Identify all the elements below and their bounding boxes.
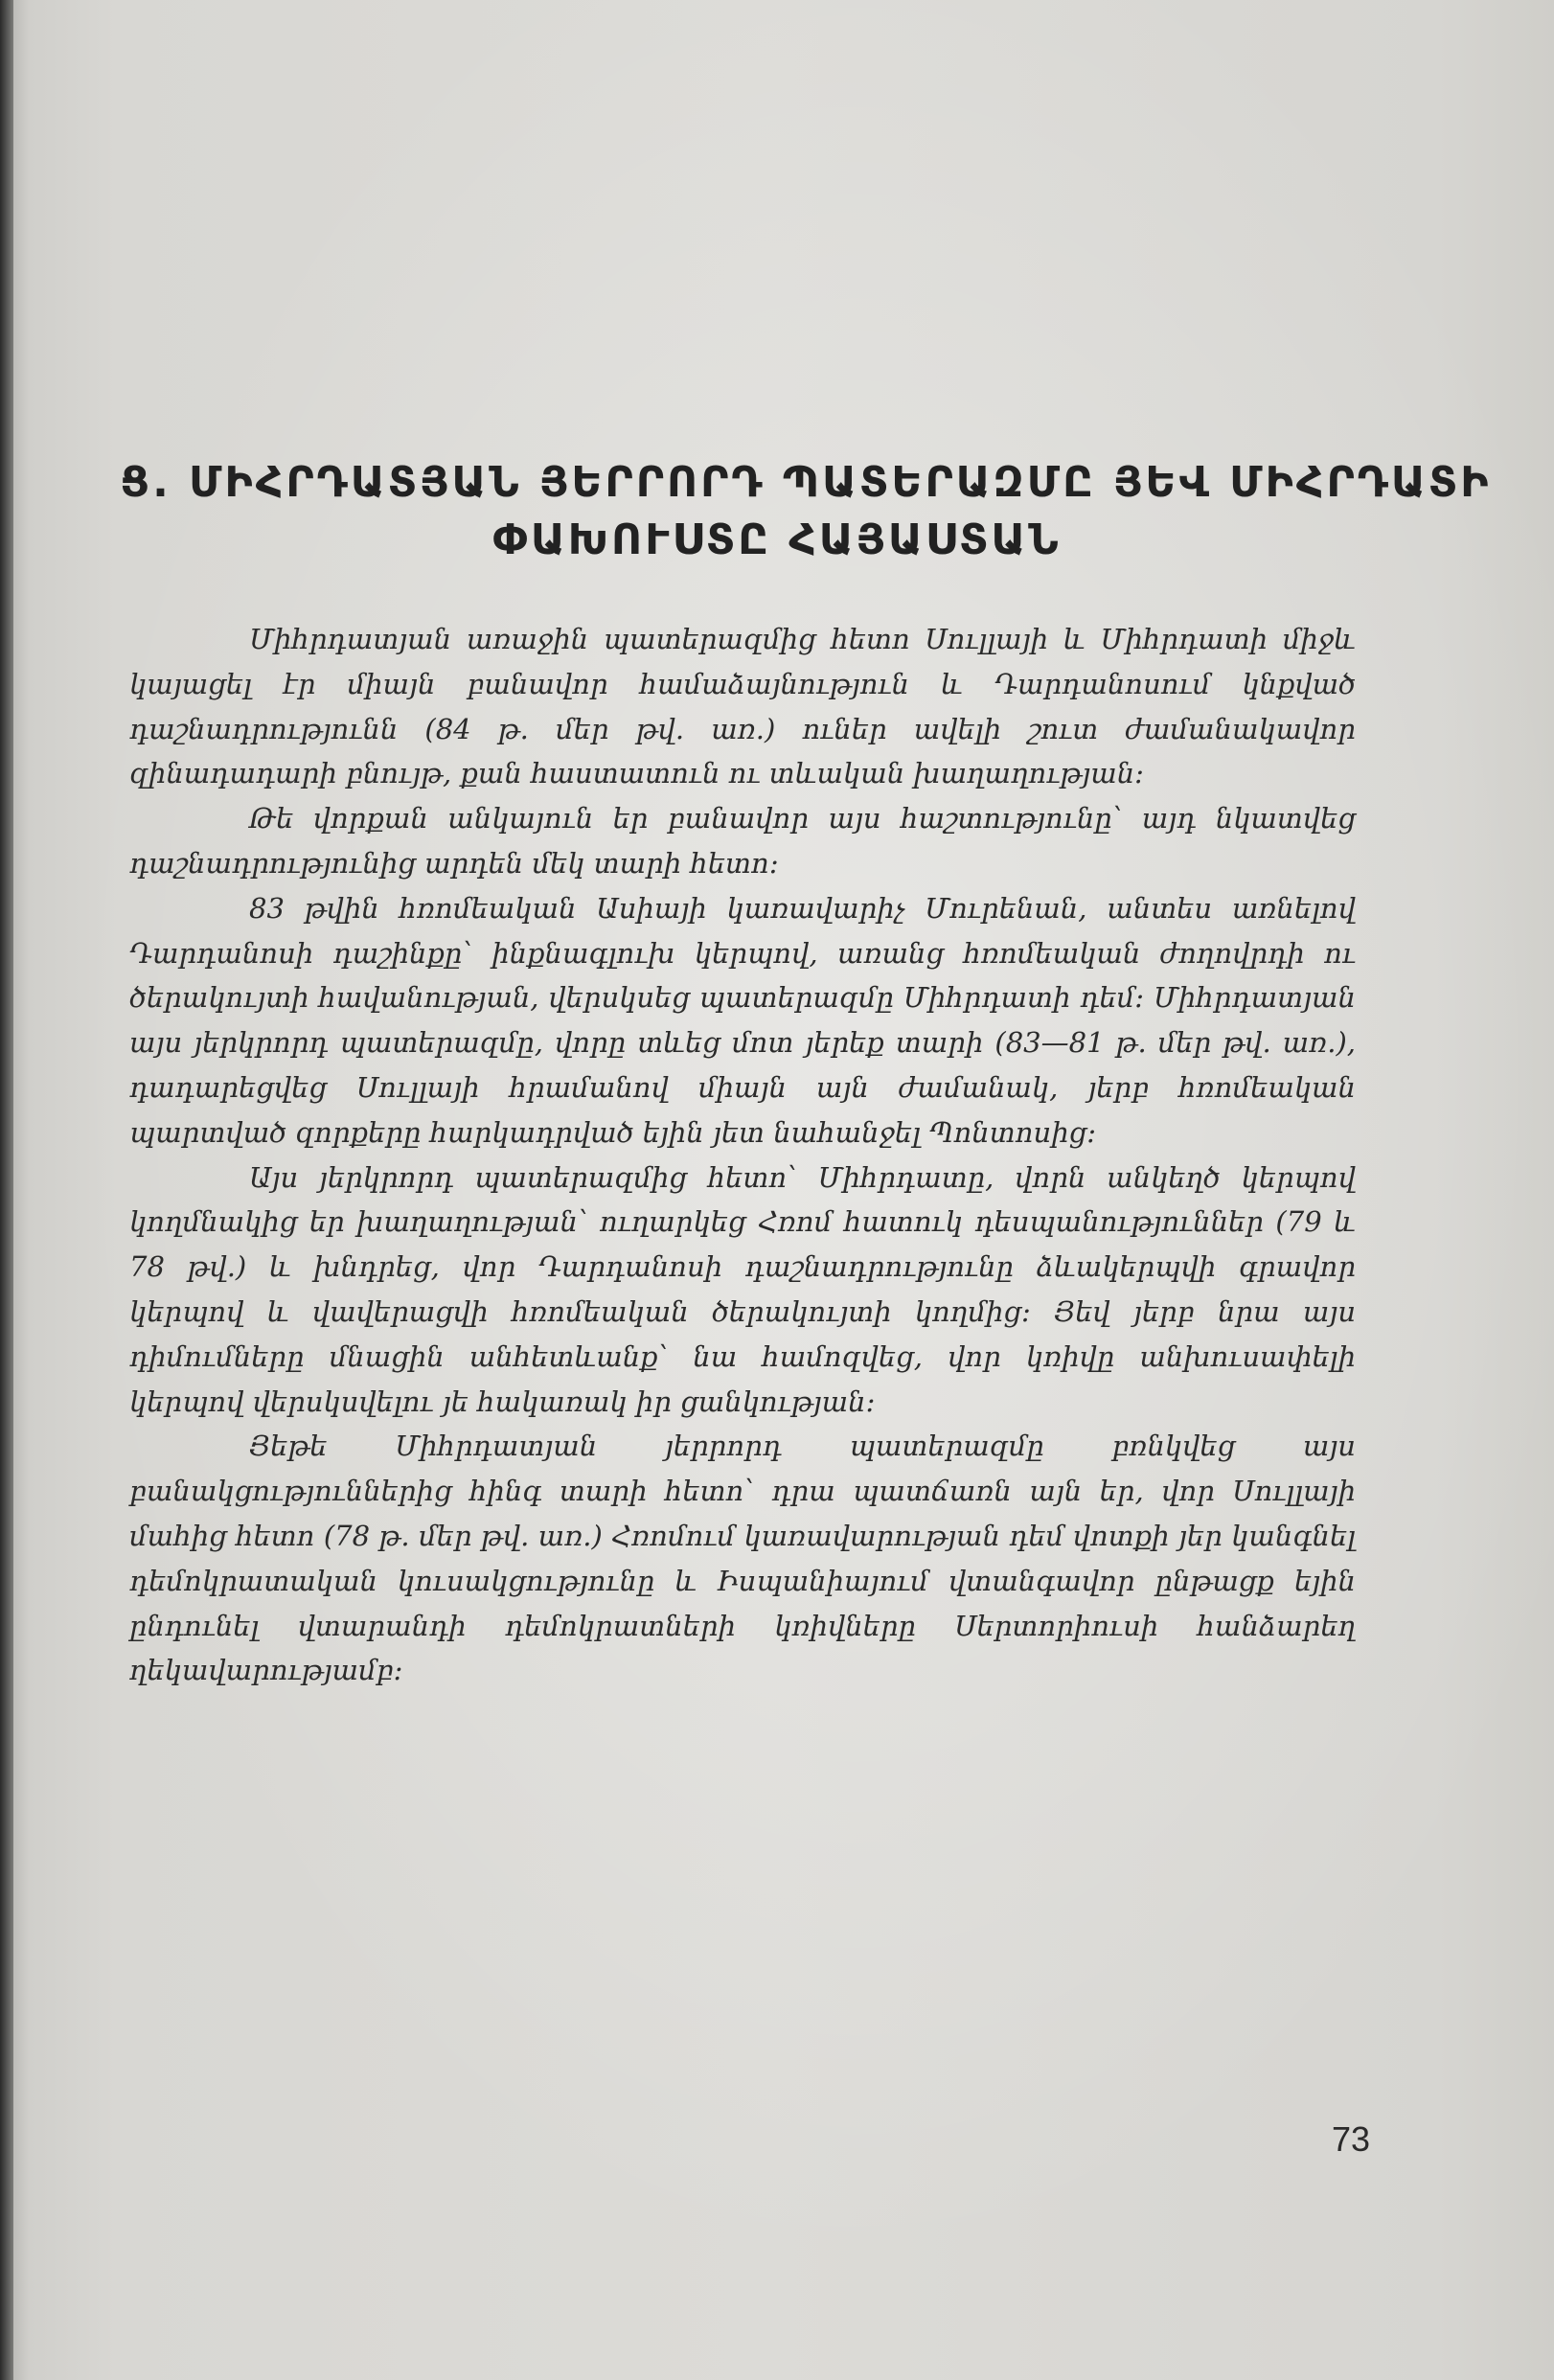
paragraph-4: Այս յերկրորդ պատերազմից հետո՝ Միհրդատը, վորն անկեղծ կերպով կողմնակից եր խաղաղության՝ ուղարկեց Հռոմ հատուկ դեսպանություններ (79 և 78 թվ.) և խնդրեց, վոր Դարդանոսի դաշնադրությունը ձևակերպվի գրավոր կերպով և վավերացվի հռոմեական ծերակույտի կողմից: Յեվ յերբ նրա այս դիմումները մնացին անհետևանք՝ նա համոզվեց, վոր կռիվը անխուսափելի կերպով վերսկսվելու յե հակառակ իր ցանկության:	[129, 1160, 1356, 1418]
body-text	[129, 617, 1356, 1693]
paragraph-1: Միհրդատյան առաջին պատերազմից հետո Սուլլայի և Միհրդատի միջև կայացել էր միայն բանավոր համաձայնություն և Դարդանոսում կնքված դաշնադրությունն (84 թ. մեր թվ. առ.) ուներ ավելի շուտ ժամանակավոր զինադադարի բնույթ, քան հաստատուն ու տևական խաղաղության:	[129, 623, 1356, 790]
chapter-title-line-2: ՓԱԽՈՒՍՏԸ ՀԱՅԱՍՏԱՆ	[492, 515, 1062, 564]
page-binding-edge	[0, 0, 13, 2380]
paragraph-5: Յեթե Միհրդատյան յերրորդ պատերազմը բռնկվեց այս բանակցություններից հինգ տարի հետո՝ դրա պատճառն այն եր, վոր Սուլլայի մահից հետո (78 թ. մեր թվ. առ.) Հռոմում կառավարության դեմ վոտքի յեր կանգնել դեմոկրատական կուսակցությունը և Իսպանիայում վտանգավոր ընթացք եյին ընդունել վտարանդի դեմոկրատների կռիվները Սերտորիուսի հանձարեղ ղեկավարությամբ:	[129, 1430, 1356, 1687]
page-number: 73	[1331, 2119, 1370, 2159]
chapter-title-line-1: Ց. ՄԻՀՐԴԱՏՅԱՆ ՅԵՐՐՈՐԴ ՊԱՏԵՐԱԶՄԸ ՅԵՎ ՄԻՀՐԴԱՏԻ	[120, 458, 1492, 507]
paragraph-2: Թե վորքան անկայուն եր բանավոր այս հաշտությունը՝ այդ նկատվեց դաշնադրությունից արդեն մեկ տարի հետո:	[129, 802, 1356, 880]
paragraph-3: 83 թվին հռոմեական Ասիայի կառավարիչ Մուրենան, անտես առնելով Դարդանոսի դաշինքը՝ ինքնագլուխ կերպով, առանց հռոմեական ժողովրդի ու ծերակույտի հավանության, վերսկսեց պատերազմը Միհրդատի դեմ: Միհրդատյան այս յերկրորդ պատերազմը, վորը տևեց մոտ յերեք տարի (83—81 թ. մեր թվ. առ.), դադարեցվեց Սուլլայի հրամանով միայն այն ժամանակ, յերբ հռոմեական պարտված զորքերը հարկադրված եյին յետ նահանջել Պոնտոսից:	[129, 891, 1356, 1149]
